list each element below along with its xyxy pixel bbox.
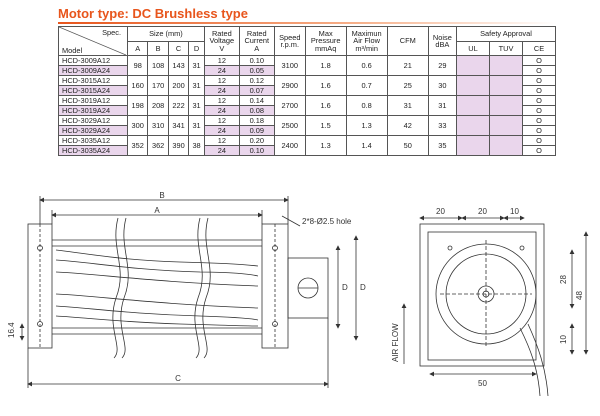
tuv-cell xyxy=(490,116,523,126)
dim-b-label: B xyxy=(159,191,165,200)
ul-cell xyxy=(457,66,490,76)
size-b-cell: 108 xyxy=(148,56,168,76)
ce-cell: O xyxy=(523,66,556,76)
ul-cell xyxy=(457,106,490,116)
table-row xyxy=(59,56,556,66)
noise-cell: 35 xyxy=(428,136,456,156)
size-b-cell: 170 xyxy=(148,76,168,96)
size-c-cell: 390 xyxy=(168,136,188,156)
size-d-cell: 31 xyxy=(189,56,205,76)
dimension-drawing xyxy=(0,188,600,416)
size-d-cell: 31 xyxy=(189,116,205,136)
safety-approval-header: Safety Approval xyxy=(457,27,556,42)
size-c-header: C xyxy=(168,41,188,56)
voltage-cell: 24 xyxy=(204,106,239,116)
spec-table xyxy=(58,26,556,156)
current-cell: 0.20 xyxy=(239,136,274,146)
noise-cell: 33 xyxy=(428,116,456,136)
size-c-cell: 200 xyxy=(168,76,188,96)
ce-cell: O xyxy=(523,56,556,66)
ul-cell xyxy=(457,136,490,146)
ul-cell xyxy=(457,56,490,66)
dim-c-label: C xyxy=(175,374,181,383)
title-underline xyxy=(58,22,556,24)
ce-cell: O xyxy=(523,96,556,106)
model-cell: HCD-3009A24 xyxy=(59,66,128,76)
speed-cell: 3100 xyxy=(274,56,305,76)
ce-cell: O xyxy=(523,86,556,96)
model-cell: HCD-3019A24 xyxy=(59,106,128,116)
current-cell: 0.07 xyxy=(239,86,274,96)
max-pressure-header: Max Pressure mmAq xyxy=(305,27,346,56)
voltage-cell: 12 xyxy=(204,76,239,86)
cfm-cell: 21 xyxy=(387,56,428,76)
max-air-flow-header: Maximun Air Flow m³/min xyxy=(346,27,387,56)
current-cell: 0.14 xyxy=(239,96,274,106)
ce-cell: O xyxy=(523,136,556,146)
size-a-cell: 198 xyxy=(128,96,148,116)
dim-right-1: 28 xyxy=(559,275,568,284)
model-cell: HCD-3029A12 xyxy=(59,116,128,126)
tuv-cell xyxy=(490,136,523,146)
ul-cell xyxy=(457,116,490,126)
voltage-cell: 12 xyxy=(204,56,239,66)
air-flow-cell: 1.4 xyxy=(346,136,387,156)
model-label: Model xyxy=(62,45,83,55)
rated-voltage-header: Rated Voltage V xyxy=(204,27,239,56)
current-cell: 0.10 xyxy=(239,146,274,156)
ce-cell: O xyxy=(523,126,556,136)
spec-label: Spec. xyxy=(102,28,121,37)
noise-cell: 29 xyxy=(428,56,456,76)
voltage-cell: 24 xyxy=(204,86,239,96)
ul-cell xyxy=(457,146,490,156)
voltage-cell: 24 xyxy=(204,66,239,76)
size-b-cell: 310 xyxy=(148,116,168,136)
model-cell: HCD-3009A12 xyxy=(59,56,128,66)
ce-cell: O xyxy=(523,76,556,86)
model-cell: HCD-3035A12 xyxy=(59,136,128,146)
size-c-cell: 222 xyxy=(168,96,188,116)
air-flow-cell: 1.3 xyxy=(346,116,387,136)
cfm-cell: 25 xyxy=(387,76,428,96)
blower-side-view xyxy=(420,224,548,396)
table-row xyxy=(59,96,556,106)
dim-d-inner-label: D xyxy=(342,283,348,292)
air-flow-cell: 0.8 xyxy=(346,96,387,116)
table-header-row xyxy=(59,27,556,42)
model-cell: HCD-3015A24 xyxy=(59,86,128,96)
ul-cell xyxy=(457,96,490,106)
tuv-cell xyxy=(490,66,523,76)
size-d-cell: 31 xyxy=(189,76,205,96)
pressure-cell: 1.3 xyxy=(305,136,346,156)
tuv-cell xyxy=(490,56,523,66)
air-flow-cell: 0.7 xyxy=(346,76,387,96)
voltage-cell: 24 xyxy=(204,146,239,156)
size-a-cell: 352 xyxy=(128,136,148,156)
cfm-cell: 42 xyxy=(387,116,428,136)
model-cell: HCD-3029A24 xyxy=(59,126,128,136)
size-b-cell: 362 xyxy=(148,136,168,156)
ce-cell: O xyxy=(523,106,556,116)
speed-cell: 2900 xyxy=(274,76,305,96)
size-c-cell: 341 xyxy=(168,116,188,136)
ce-header: CE xyxy=(523,41,556,56)
ul-cell xyxy=(457,86,490,96)
dim-a-label: A xyxy=(154,206,160,215)
voltage-cell: 12 xyxy=(204,116,239,126)
voltage-cell: 12 xyxy=(204,136,239,146)
tuv-cell xyxy=(490,76,523,86)
pressure-cell: 1.6 xyxy=(305,76,346,96)
current-cell: 0.08 xyxy=(239,106,274,116)
pressure-cell: 1.6 xyxy=(305,96,346,116)
cfm-cell: 31 xyxy=(387,96,428,116)
dim-d-outer-label: D xyxy=(360,283,366,292)
size-b-header: B xyxy=(148,41,168,56)
noise-cell: 30 xyxy=(428,76,456,96)
page-title: Motor type: DC Brushless type xyxy=(58,6,248,21)
noise-header: Noise dBA xyxy=(428,27,456,56)
cfm-cell: 50 xyxy=(387,136,428,156)
pressure-cell: 1.8 xyxy=(305,56,346,76)
tuv-header: TUV xyxy=(490,41,523,56)
speed-cell: 2500 xyxy=(274,116,305,136)
cfm-header: CFM xyxy=(387,27,428,56)
size-header: Size (mm) xyxy=(128,27,205,42)
ul-header: UL xyxy=(457,41,490,56)
size-d-header: D xyxy=(189,41,205,56)
spec-model-header xyxy=(59,27,128,56)
voltage-cell: 12 xyxy=(204,96,239,106)
speed-cell: 2700 xyxy=(274,96,305,116)
current-cell: 0.10 xyxy=(239,56,274,66)
current-cell: 0.18 xyxy=(239,116,274,126)
model-cell: HCD-3015A12 xyxy=(59,76,128,86)
size-a-header: A xyxy=(128,41,148,56)
rated-current-header: Rated Current A xyxy=(239,27,274,56)
dim-right-3: 10 xyxy=(559,335,568,344)
hole-note: 2*8-Ø2.5 hole xyxy=(302,217,352,226)
tuv-cell xyxy=(490,146,523,156)
dim-bottom: 50 xyxy=(478,379,487,388)
air-flow-label: AIR FLOW xyxy=(391,323,400,362)
ce-cell: O xyxy=(523,116,556,126)
size-d-cell: 31 xyxy=(189,96,205,116)
dim-top-3: 10 xyxy=(510,207,519,216)
size-b-cell: 208 xyxy=(148,96,168,116)
dim-top-1: 20 xyxy=(436,207,445,216)
table-row xyxy=(59,76,556,86)
dim-top-2: 20 xyxy=(478,207,487,216)
size-c-cell: 143 xyxy=(168,56,188,76)
voltage-cell: 24 xyxy=(204,126,239,136)
noise-cell: 31 xyxy=(428,96,456,116)
ul-cell xyxy=(457,126,490,136)
blower-front-view xyxy=(28,218,328,358)
table-row xyxy=(59,116,556,126)
pressure-cell: 1.5 xyxy=(305,116,346,136)
size-a-cell: 98 xyxy=(128,56,148,76)
model-cell: HCD-3035A24 xyxy=(59,146,128,156)
model-cell: HCD-3019A12 xyxy=(59,96,128,106)
dim-16-4-label: 16.4 xyxy=(7,322,16,338)
speed-header: Speed r.p.m. xyxy=(274,27,305,56)
table-row xyxy=(59,136,556,146)
speed-cell: 2400 xyxy=(274,136,305,156)
tuv-cell xyxy=(490,96,523,106)
dim-right-2: 48 xyxy=(575,291,584,300)
current-cell: 0.05 xyxy=(239,66,274,76)
tuv-cell xyxy=(490,106,523,116)
size-a-cell: 300 xyxy=(128,116,148,136)
size-d-cell: 38 xyxy=(189,136,205,156)
ce-cell: O xyxy=(523,146,556,156)
ul-cell xyxy=(457,76,490,86)
tuv-cell xyxy=(490,86,523,96)
current-cell: 0.09 xyxy=(239,126,274,136)
current-cell: 0.12 xyxy=(239,76,274,86)
air-flow-cell: 0.6 xyxy=(346,56,387,76)
tuv-cell xyxy=(490,126,523,136)
size-a-cell: 160 xyxy=(128,76,148,96)
